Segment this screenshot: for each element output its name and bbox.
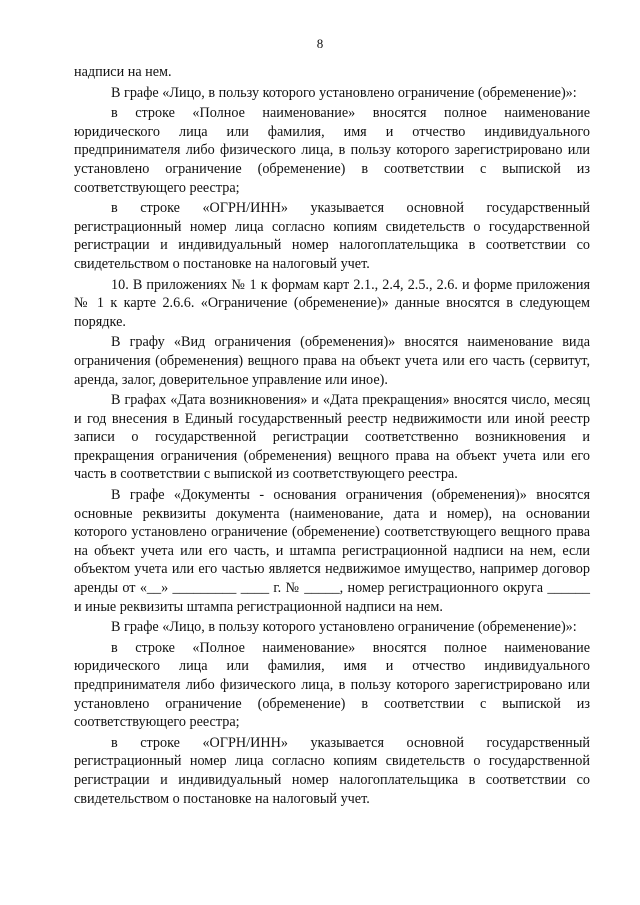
paragraph: в строке «Полное наименование» вносятся полное наименование юридического лица или фамилия, имя и отчество индивидуального предпринимателя либо физического лица, в пользу которого зарегистрировано или установлено ограничение (обременение) в соответствии с выпиской из соответствующего реестра; bbox=[74, 639, 590, 731]
document-body bbox=[74, 63, 590, 808]
paragraph: надписи на нем. bbox=[74, 64, 172, 80]
paragraph: В графе «Лицо, в пользу которого установлено ограничение (обременение)»: bbox=[111, 84, 577, 101]
paragraph: В графе «Документы - основания ограничения (обременения)» вносятся основные реквизиты документа (наименование, дата и номер), на основании которого установлено ограничение (обременение) соответствующего вещного права на объект учета или его часть, и штампа регистрационной надписи на нем, если объектом учета или его частью является недвижимое имущество, например договор аренды от «__» _________ ____ г. № _____, номер регистрационного округа ______ и иные реквизиты штампа регистрационной надписи на нем. bbox=[74, 487, 590, 615]
paragraph: в строке «ОГРН/ИНН» указывается основной государственный регистрационный номер лица согласно копиям свидетельств о государственной регистрации и индивидуальный номер налогоплательщика в соответствии со свидетельством о постановке на налоговый учет. bbox=[74, 734, 590, 807]
paragraph: В графу «Вид ограничения (обременения)» вносятся наименование вида ограничения (обременения) вещного права на объект учета или его часть (сервитут, аренда, залог, доверительное управление или иное). bbox=[74, 334, 590, 388]
page-number: 8 bbox=[316, 36, 324, 51]
paragraph: в строке «ОГРН/ИНН» указывается основной государственный регистрационный номер лица согласно копиям свидетельств о государственной регистрации и индивидуальный номер налогоплательщика в соответствии со свидетельством о постановке на налоговый учет. bbox=[74, 200, 590, 272]
paragraph: 10. В приложениях № 1 к формам карт 2.1., 2.4, 2.5., 2.6. и форме приложения № 1 к карте 2.6.6. «Ограничение (обременение)» данные вносятся в следующем порядке. bbox=[74, 276, 590, 330]
paragraph: в строке «Полное наименование» вносятся полное наименование юридического лица или фамилия, имя и отчество индивидуального предпринимателя либо физического лица, в пользу которого зарегистрировано или установлено ограничение (обременение) в соответствии с выпиской из соответствующего реестра; bbox=[74, 105, 590, 196]
paragraph: В графах «Дата возникновения» и «Дата прекращения» вносятся число, месяц и год внесения в Единый государственный реестр недвижимости или иной реестр записи о государственной регистрации соответственно возникновения и прекращения ограничения (обременения) вещного права на объект учета или его часть в соответствии с выпиской из соответствующего реестра. bbox=[74, 392, 590, 483]
paragraph: В графе «Лицо, в пользу которого установлено ограничение (обременение)»: bbox=[111, 619, 577, 636]
